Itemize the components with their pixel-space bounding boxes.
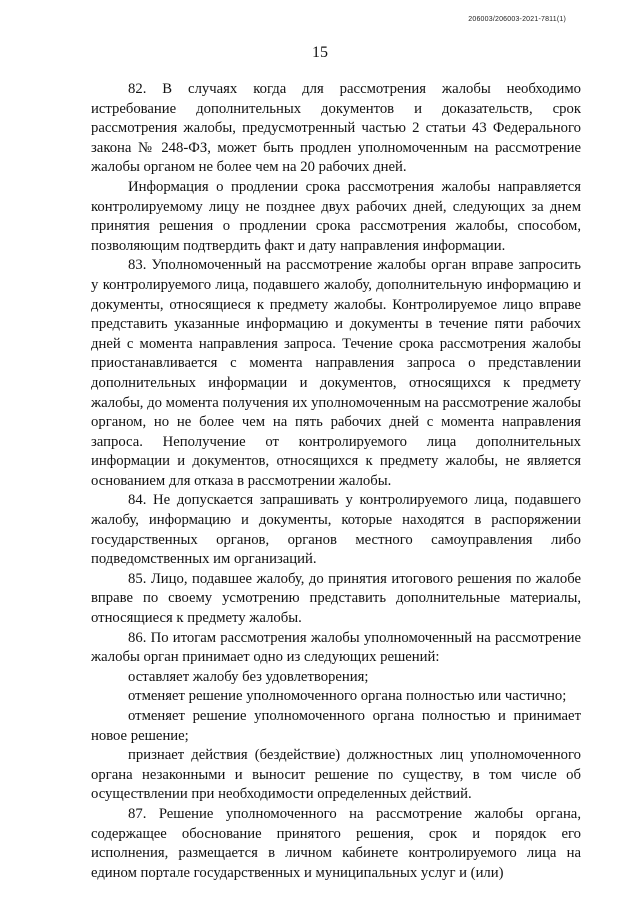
paragraph-85: 85. Лицо, подавшее жалобу, до принятия итогового решения по жалобе вправе по своему усмотрению представить дополнительные материалы, относящиеся к предмету жалобы. xyxy=(91,570,581,627)
decision-option-3: отменяет решение уполномоченного органа полностью и принимает новое решение; xyxy=(91,708,581,744)
document-id: 206003/206003-2021-7811(1) xyxy=(468,16,566,23)
paragraph-83: 83. Уполномоченный на рассмотрение жалобы орган вправе запросить у контролируемого лица, подавшего жалобу, дополнительную информацию и документы, относящиеся к предмету жалобы. Контролируемое лицо вправе представить указанные информацию и документы в течение пяти рабочих дней с момента направления запроса. Течение срока рассмотрения жалобы приостанавливается с момента направления запроса о представлении дополнительных информации и документов, относящихся к предмету жалобы, до момента получения их уполномоченным на рассмотрение жалобы органом, но не более чем на пять рабочих дней с момента направления запроса. Неполучение от контролируемого лица дополнительных информации и документов, относящихся к предмету жалобы, не является основанием для отказа в рассмотрении жалобы. xyxy=(91,257,581,489)
page-number: 15 xyxy=(312,44,328,61)
paragraph-87: 87. Решение уполномоченного на рассмотрение жалобы органа, содержащее обоснование принятого решения, срок и порядок его исполнения, размещается в личном кабинете контролируемого лица на едином портале государственных и муниципальных услуг и (или) xyxy=(91,805,581,881)
paragraph-82-info: Информация о продлении срока рассмотрения жалобы направляется контролируемому лицу не позднее двух рабочих дней, следующих за днем принятия решения о продлении срока рассмотрения жалобы, способом, позволяющим подтвердить факт и дату направления информации. xyxy=(91,178,581,254)
decision-option-1: оставляет жалобу без удовлетворения; xyxy=(128,668,369,685)
paragraph-84: 84. Не допускается запрашивать у контролируемого лица, подавшего жалобу, информацию и документы, которые находятся в распоряжении государственных органов, органов местного самоуправления либо подведомственных им организаций. xyxy=(91,492,581,568)
document-body xyxy=(91,80,581,883)
paragraph-82: 82. В случаях когда для рассмотрения жалобы необходимо истребование дополнительных документов и доказательств, срок рассмотрения жалобы, предусмотренный частью 2 статьи 43 Федерального закона № 248-ФЗ, может быть продлен уполномоченным на рассмотрение жалобы органом не более чем на 20 рабочих дней. xyxy=(91,81,581,176)
decision-option-4: признает действия (бездействие) должностных лиц уполномоченного органа незаконными и выносит решение по существу, в том числе об осуществлении при необходимости определенных действий. xyxy=(91,747,581,803)
decision-option-2: отменяет решение уполномоченного органа полностью или частично; xyxy=(128,688,567,705)
paragraph-86: 86. По итогам рассмотрения жалобы уполномоченный на рассмотрение жалобы орган принимает одно из следующих решений: xyxy=(91,629,581,666)
